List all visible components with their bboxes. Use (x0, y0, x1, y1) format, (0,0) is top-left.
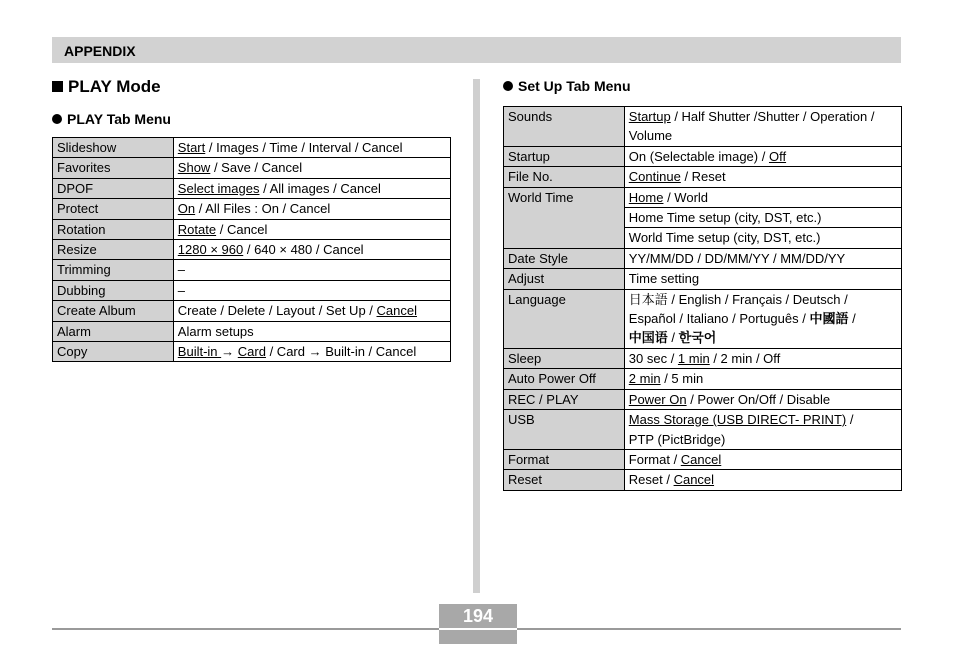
menu-item-label: Date Style (504, 248, 625, 268)
menu-item-options (173, 199, 450, 219)
table-row (504, 146, 902, 166)
menu-item-label: Slideshow (53, 138, 174, 158)
menu-item-options (624, 369, 901, 389)
table-row (504, 470, 902, 490)
menu-item-label: Alarm (53, 321, 174, 341)
option-text: Alarm setups (177, 323, 254, 339)
menu-item-label: Adjust (504, 269, 625, 289)
header-label: APPENDIX (64, 43, 136, 59)
setup-tab-table (503, 106, 902, 491)
option-text: Home Time setup (city, DST, etc.) (628, 210, 822, 226)
menu-item-options (624, 187, 901, 207)
menu-item-options (624, 248, 901, 268)
column-divider (473, 79, 480, 593)
option-text: / All Files : On / Cancel (195, 201, 331, 217)
play-tab-heading-text: PLAY Tab Menu (67, 111, 171, 127)
menu-item-label: Rotation (53, 219, 174, 239)
menu-item-options (624, 470, 901, 490)
option-default-text: 1 min (677, 350, 710, 366)
option-default-text: Home (628, 189, 664, 205)
table-row (504, 289, 902, 348)
option-text: / Power On/Off / Disable (686, 391, 831, 407)
option-default-text: Continue (628, 169, 681, 185)
menu-item-label: Format (504, 449, 625, 469)
table-row (53, 301, 451, 321)
option-default-text: On (177, 201, 196, 217)
option-text: / World (663, 189, 709, 205)
option-text: / Cancel (216, 221, 268, 237)
table-row (504, 449, 902, 469)
option-text: / Half Shutter /Shutter / Operation / (670, 109, 875, 124)
option-text: / Card → Built-in / Cancel (265, 344, 417, 360)
option-default-text: Show (177, 160, 211, 176)
option-text: 30 sec / (628, 350, 678, 366)
option-text: Create / Delete / Layout / Set Up / (177, 303, 377, 319)
menu-item-options (624, 228, 901, 248)
table-row (53, 321, 451, 341)
option-text: / (848, 311, 856, 327)
option-default-text: Mass Storage (USB DIRECT- PRINT) (628, 412, 847, 428)
bullet-icon (52, 114, 62, 124)
option-default-text: Power On (628, 391, 687, 407)
menu-item-options (624, 389, 901, 409)
section-title (52, 77, 161, 97)
menu-item-options (624, 146, 901, 166)
table-row (504, 410, 902, 450)
option-text: – (177, 282, 186, 298)
table-row (504, 187, 902, 207)
menu-item-options (624, 269, 901, 289)
table-row (53, 219, 451, 239)
menu-item-options (624, 449, 901, 469)
table-row (53, 260, 451, 280)
option-text: → (221, 344, 238, 360)
menu-item-options (624, 348, 901, 368)
option-text: PTP (PictBridge) (628, 431, 726, 447)
option-text: / Images / Time / Interval / Cancel (205, 140, 403, 155)
menu-item-options (173, 280, 450, 300)
option-default-text: Select images (177, 180, 260, 196)
menu-item-options (624, 289, 901, 348)
menu-item-options (624, 167, 901, 187)
table-row (504, 369, 902, 389)
menu-item-options (624, 107, 901, 147)
option-text: YY/MM/DD / DD/MM/YY / MM/DD/YY (628, 250, 846, 266)
menu-item-label: File No. (504, 167, 625, 187)
option-text: 日本語 / English / Français / Deutsch / (628, 291, 848, 307)
menu-item-options (173, 260, 450, 280)
option-text: Reset / (628, 472, 674, 488)
table-row (53, 199, 451, 219)
menu-item-label: Sounds (504, 107, 625, 147)
option-text: World Time setup (city, DST, etc.) (628, 230, 821, 246)
menu-item-options (173, 178, 450, 198)
setup-tab-heading (503, 78, 631, 94)
menu-item-options (173, 342, 450, 362)
play-tab-table (52, 137, 451, 362)
table-row (504, 248, 902, 268)
square-bullet-icon (52, 81, 63, 92)
option-text: / (667, 330, 679, 346)
menu-item-label: Trimming (53, 260, 174, 280)
menu-item-label: Language (504, 289, 625, 348)
table-row (504, 167, 902, 187)
menu-item-label: Dubbing (53, 280, 174, 300)
option-default-text: Start (177, 140, 206, 155)
option-text: / 5 min (660, 371, 704, 387)
table-row (504, 107, 902, 147)
menu-item-options (624, 410, 901, 450)
section-title-text: PLAY Mode (68, 77, 161, 96)
menu-item-options (173, 219, 450, 239)
option-text: / 640 × 480 / Cancel (243, 242, 364, 258)
table-row (53, 342, 451, 362)
option-default-text: Cancel (376, 303, 417, 319)
option-default-text: Card (237, 344, 266, 360)
option-text: – (177, 262, 186, 278)
table-row (504, 389, 902, 409)
table-row (53, 240, 451, 260)
page-number: 194 (462, 606, 494, 626)
menu-item-label: REC / PLAY (504, 389, 625, 409)
option-text: / Save / Cancel (210, 160, 303, 176)
menu-item-label: Copy (53, 342, 174, 362)
menu-item-options (624, 208, 901, 228)
menu-item-options (173, 301, 450, 321)
page-number-separator (439, 628, 517, 630)
table-row (53, 138, 451, 158)
option-default-text: 2 min (628, 371, 661, 387)
menu-item-options (173, 158, 450, 178)
option-default-text: Cancel (680, 451, 722, 467)
option-default-text: 1280 × 960 (177, 242, 244, 258)
menu-item-options (173, 321, 450, 341)
menu-item-label: Sleep (504, 348, 625, 368)
option-text: 한국어 (678, 330, 717, 346)
menu-item-label: USB (504, 410, 625, 450)
option-default-text: Off (768, 148, 787, 164)
menu-item-label: Auto Power Off (504, 369, 625, 389)
option-default-text: Cancel (673, 472, 715, 488)
table-row (53, 158, 451, 178)
option-text: 中国语 (628, 330, 668, 346)
option-text: / All images / Cancel (259, 180, 381, 196)
menu-item-options (173, 240, 450, 260)
table-row (504, 269, 902, 289)
play-tab-heading (52, 111, 171, 127)
option-text: Time setting (628, 271, 700, 287)
option-text: Volume (628, 128, 673, 144)
table-row (53, 178, 451, 198)
menu-item-label: Protect (53, 199, 174, 219)
option-default-text: Rotate (177, 221, 217, 237)
menu-item-label: Favorites (53, 158, 174, 178)
setup-tab-heading-text: Set Up Tab Menu (518, 78, 631, 94)
menu-item-options (173, 138, 450, 158)
page-number-box (439, 604, 517, 644)
option-text: On (Selectable image) / (628, 148, 769, 164)
table-row (504, 348, 902, 368)
table-row (53, 280, 451, 300)
menu-item-label: Startup (504, 146, 625, 166)
option-text: / 2 min / Off (709, 350, 781, 366)
option-text: / Reset (680, 169, 726, 185)
option-default-text: Built-in (177, 344, 222, 360)
menu-item-label: World Time (504, 187, 625, 248)
option-text: Format / (628, 451, 681, 467)
option-default-text: Startup (628, 109, 671, 124)
menu-item-label: Resize (53, 240, 174, 260)
option-text: 中國語 (809, 311, 849, 327)
menu-item-label: DPOF (53, 178, 174, 198)
header-bar (52, 37, 901, 63)
menu-item-label: Create Album (53, 301, 174, 321)
menu-item-label: Reset (504, 470, 625, 490)
option-text: / (846, 412, 854, 428)
option-text: Español / Italiano / Português / (628, 311, 810, 327)
bullet-icon (503, 81, 513, 91)
